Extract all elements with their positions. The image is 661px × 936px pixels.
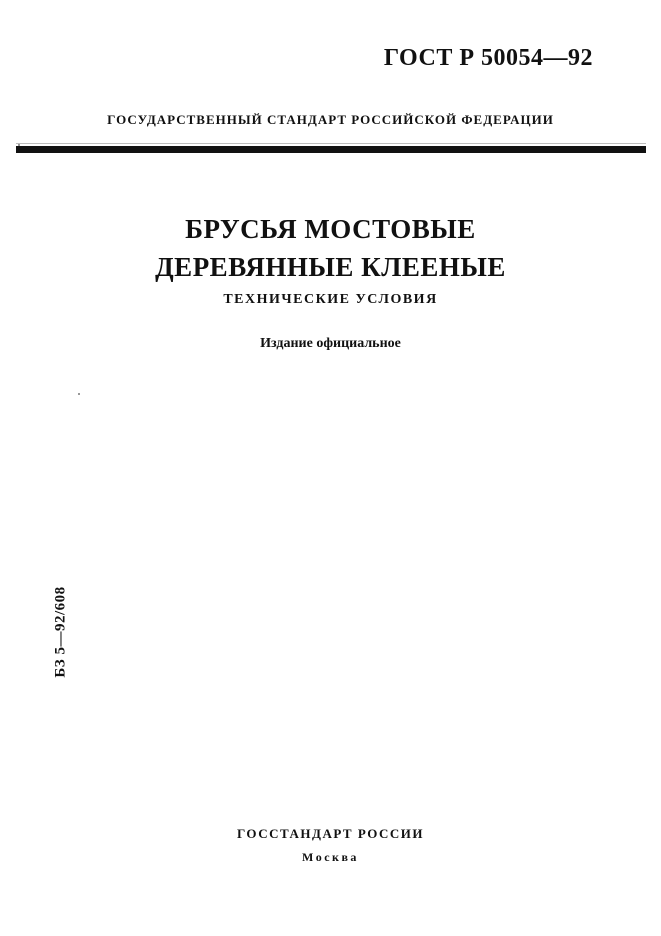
speck-mark — [78, 393, 80, 395]
header-rule — [16, 146, 646, 153]
publisher-block — [0, 826, 661, 865]
title-line-2: ДЕРЕВЯННЫЕ КЛЕЕНЫЕ — [155, 252, 506, 282]
speck-mark — [18, 144, 20, 146]
edition-label: Издание официальное — [260, 336, 401, 351]
organization-header: ГОСУДАРСТВЕННЫЙ СТАНДАРТ РОССИЙСКОЙ ФЕДЕРАЦИИ — [107, 112, 554, 127]
side-code: БЗ 5—92/608 — [52, 586, 69, 678]
title-block — [0, 210, 661, 352]
publisher-name: ГОССТАНДАРТ РОССИИ — [236, 826, 424, 841]
document-number: ГОСТ Р 50054—92 — [383, 45, 593, 71]
publisher-city: Москва — [302, 850, 359, 864]
subtitle: ТЕХНИЧЕСКИЕ УСЛОВИЯ — [223, 292, 438, 307]
title-line-1: БРУСЬЯ МОСТОВЫЕ — [185, 214, 476, 244]
header-rule-thin — [16, 143, 646, 144]
